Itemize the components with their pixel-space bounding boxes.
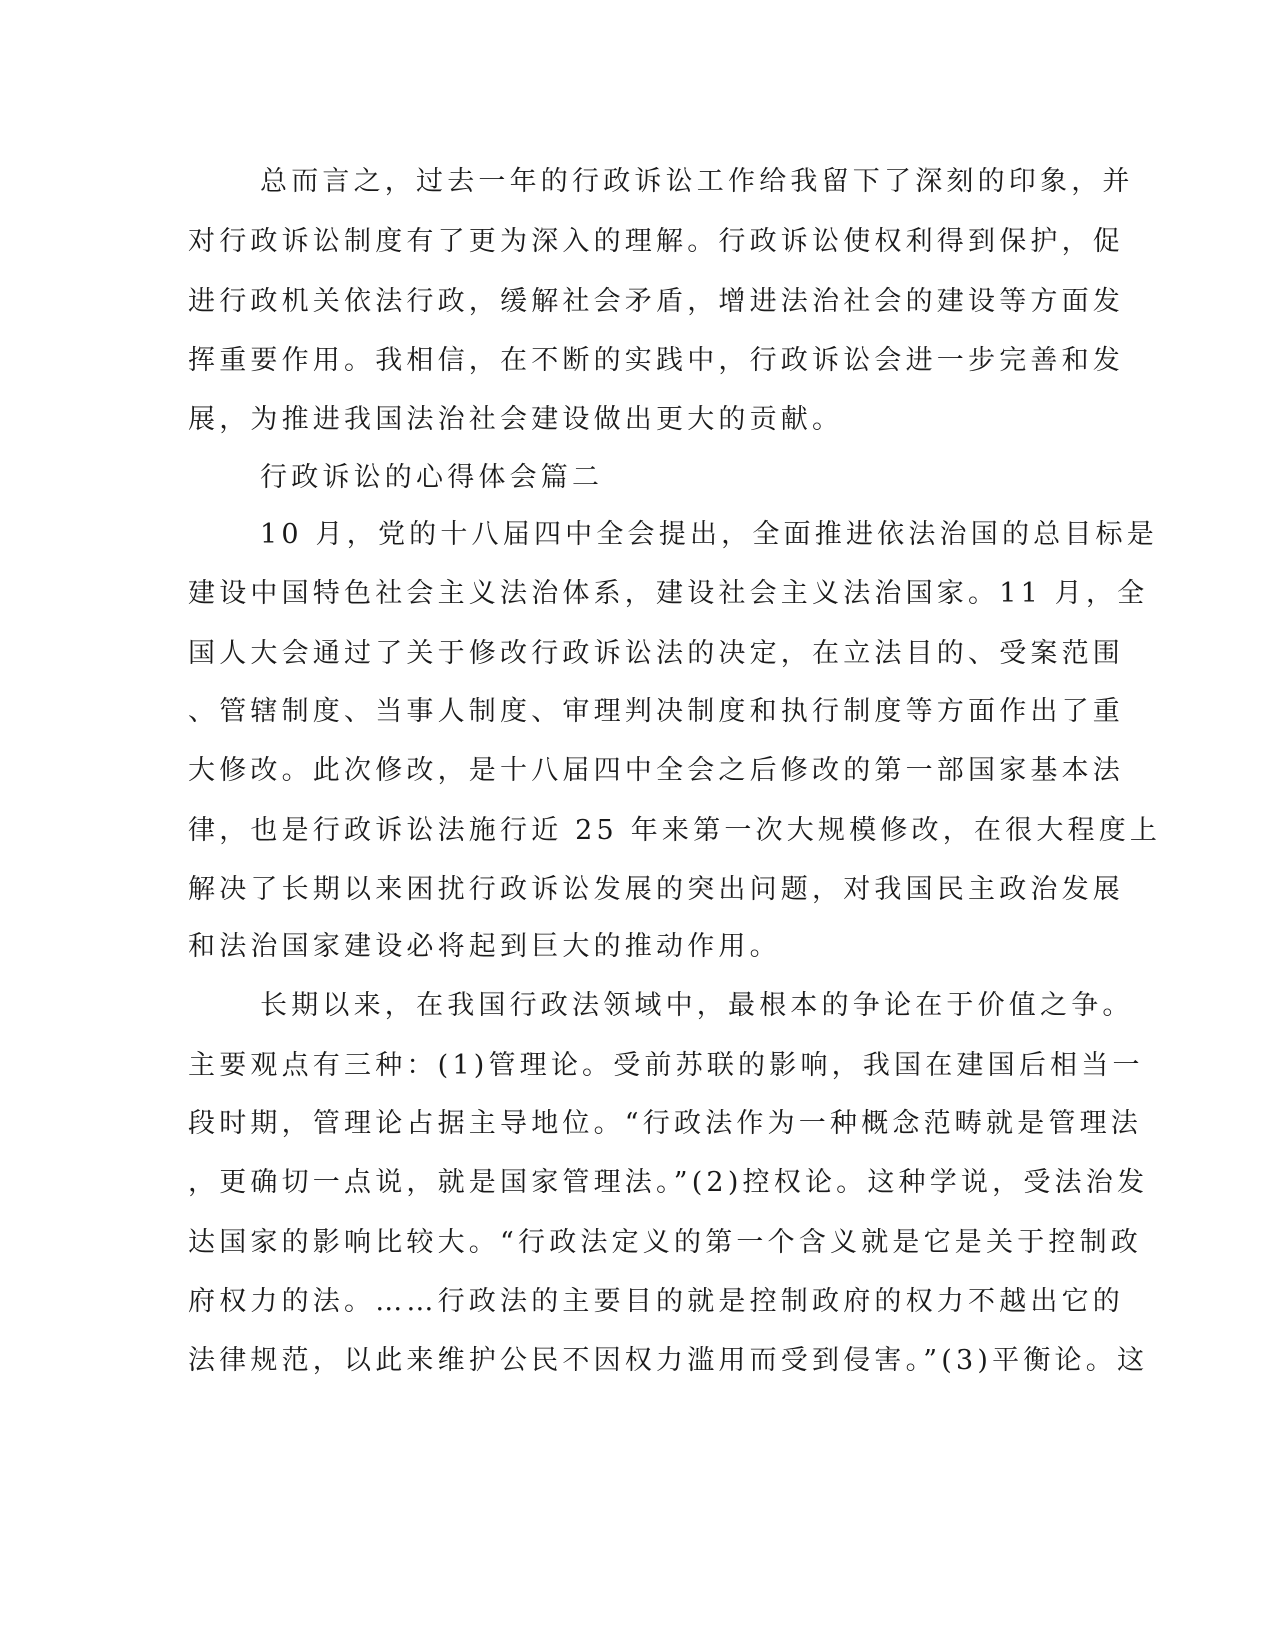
paragraph-3-line-5: 达国家的影响比较大。“行政法定义的第一个含义就是它是关于控制政: [188, 1227, 1143, 1258]
section-heading: 行政诉讼的心得体会篇二: [260, 462, 604, 493]
paragraph-3-line-4: ，更确切一点说，就是国家管理法。”(2)控权论。这种学说，受法治发: [188, 1167, 1149, 1198]
paragraph-3-line-6: 府权力的法。……行政法的主要目的就是控制政府的权力不越出它的: [188, 1286, 1124, 1317]
paragraph-2-line-3: 国人大会通过了关于修改行政诉讼法的决定，在立法目的、受案范围: [188, 638, 1124, 669]
paragraph-2-line-2: 建设中国特色社会主义法治体系，建设社会主义法治国家。11 月，全: [188, 578, 1149, 609]
paragraph-2-line-7: 解决了长期以来困扰行政诉讼发展的突出问题，对我国民主政治发展: [188, 874, 1124, 905]
paragraph-2-line-8: 和法治国家建设必将起到巨大的推动作用。: [188, 931, 781, 962]
paragraph-3-line-1: 长期以来，在我国行政法领域中，最根本的争论在于价值之争。: [260, 990, 1134, 1021]
paragraph-3-line-7: 法律规范，以此来维护公民不因权力滥用而受到侵害。”(3)平衡论。这: [188, 1345, 1149, 1376]
paragraph-1-line-2: 对行政诉讼制度有了更为深入的理解。行政诉讼使权利得到保护，促: [188, 226, 1124, 257]
paragraph-1-line-5: 展，为推进我国法治社会建设做出更大的贡献。: [188, 404, 844, 435]
paragraph-1-line-4: 挥重要作用。我相信，在不断的实践中，行政诉讼会进一步完善和发: [188, 345, 1124, 376]
paragraph-2-line-6: 律，也是行政诉讼法施行近 25 年来第一次大规模修改，在很大程度上: [188, 815, 1162, 846]
paragraph-3-line-3: 段时期，管理论占据主导地位。“行政法作为一种概念范畴就是管理法: [188, 1108, 1143, 1139]
paragraph-1-line-3: 进行政机关依法行政，缓解社会矛盾，增进法治社会的建设等方面发: [188, 286, 1124, 317]
paragraph-1-line-1: 总而言之，过去一年的行政诉讼工作给我留下了深刻的印象，并: [260, 166, 1134, 197]
paragraph-3-line-2: 主要观点有三种：(1)管理论。受前苏联的影响，我国在建国后相当一: [188, 1050, 1144, 1081]
paragraph-2-line-1: 10 月，党的十八届四中全会提出，全面推进依法治国的总目标是: [260, 519, 1158, 550]
paragraph-2-line-5: 大修改。此次修改，是十八届四中全会之后修改的第一部国家基本法: [188, 755, 1124, 786]
paragraph-2-line-4: 、管辖制度、当事人制度、审理判决制度和执行制度等方面作出了重: [188, 696, 1124, 727]
